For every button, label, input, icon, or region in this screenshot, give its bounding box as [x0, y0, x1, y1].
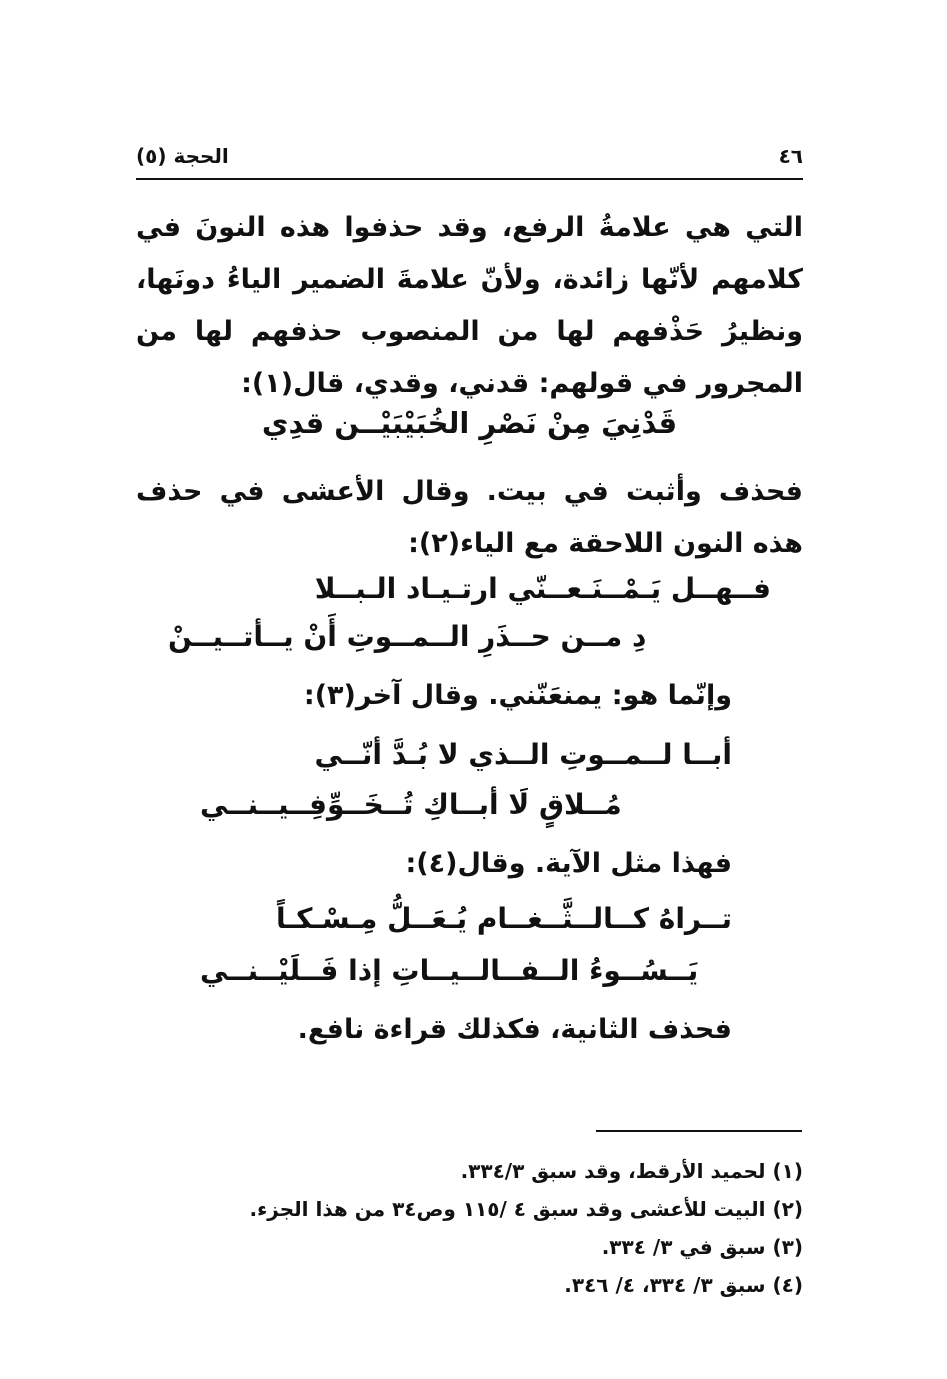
text-5: فحذف الثانية، فكذلك قراءة نافع. [297, 1014, 732, 1045]
header-rule [136, 178, 803, 180]
footnote-2: (٢) البيت للأعشى وقد سبق ٤ /١١٥ وص٣٤ من هذا الجزء. [249, 1197, 803, 1221]
text-4: فهذا مثل الآية. وقال(٤): [405, 848, 732, 879]
paragraph-2: فحذف وأثبت في بيت. وقال الأعشى في حذف هذه النون اللاحقة مع الياء(٢): [136, 476, 803, 559]
footnote-4: (٤) سبق ٣/ ٣٣٤، ٤/ ٣٤٦. [564, 1273, 803, 1297]
verse-single-line: قَدْنِيَ مِنْ نَصْرِ الخُبَيْبَيْــن قدِي [261, 406, 678, 440]
page-header [136, 140, 803, 174]
verse-1-first-hemistich: فــهــل يَـمْــنَـعــنّي ارتـيـاد الـبــلا [314, 572, 771, 605]
verse-3-first-hemistich: تــراهُ كــالــثَّــغــام يُـعَــلُّ مِـسْـكـاً [276, 902, 732, 935]
text-3: وإنّما هو: يمنعَنّني. وقال آخر(٣): [303, 680, 732, 711]
verse-2-first-hemistich: أبــا لــمــوتِ الــذي لا بُـدَّ أنّــي [314, 738, 732, 771]
footnote-3: (٣) سبق في ٣/ ٣٣٤. [601, 1235, 803, 1259]
footnotes [103, 1152, 803, 1304]
verse-1-second-hemistich: دِ مــن حــذَرِ الــمــوتِ أَنْ يــأتــيــنْ [168, 620, 647, 653]
verse-3-second-hemistich: يَــسُــوءُ الــفــالــيــاتِ إذا فَــلَيْــنــي [200, 954, 699, 987]
footnote-1: (١) لحميد الأرقط، وقد سبق ٣٣٤/٣. [460, 1159, 803, 1183]
running-title: الحجة (٥) [136, 144, 229, 168]
paragraph-1: التي هي علامةُ الرفع، وقد حذفوا هذه النونَ في كلامهم لأنّها زائدة، ولأنّ علامةَ الضمير الياءُ دونَها، ونظيرُ حَذْفهم لها من المنصوب حذفهم لها من المجرور في قولهم: قدني، وقدي، قال(١): [136, 212, 803, 399]
page-number: ٤٦ [778, 144, 803, 168]
footnote-rule [596, 1130, 802, 1132]
verse-2-second-hemistich: مُــلاقٍ لَا أبــاكِ تُــخَــوِّفِــيــنــي [200, 788, 622, 821]
